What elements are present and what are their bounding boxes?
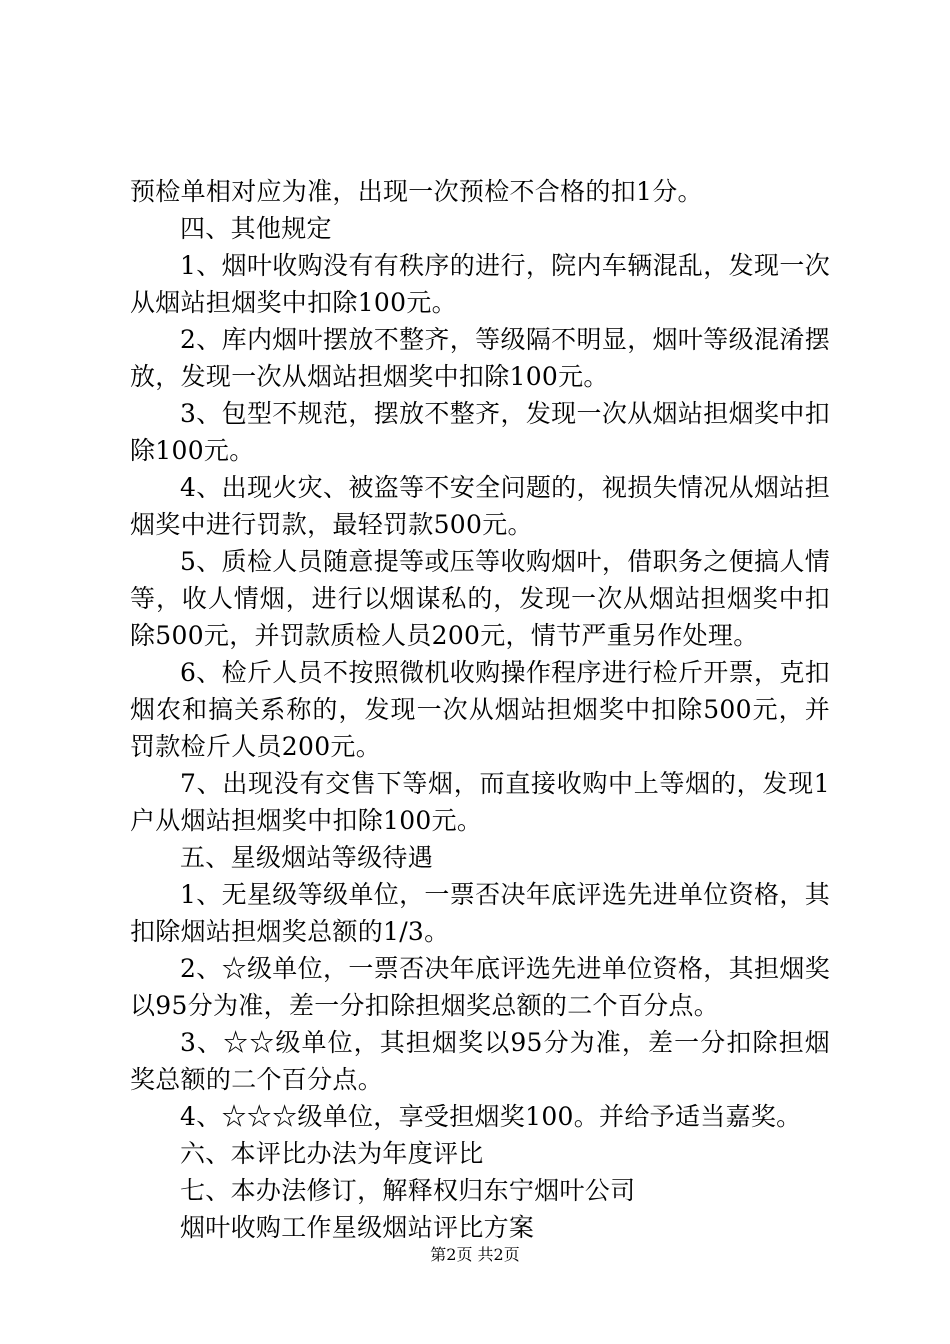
section-heading-annual-evaluation: 六、本评比办法为年度评比 (180, 1139, 484, 1168)
rule-item-5: 5、质检人员随意提等或压等收购烟叶，借职务之便搞人情等，收人情烟，进行以烟谋私的，发现一次从烟站担烟奖中扣除500元，并罚款质检人员200元，情节严重另作处理。 (130, 547, 830, 650)
rule-item-6: 6、检斤人员不按照微机收购操作程序进行检斤开票，克扣烟农和搞关系称的，发现一次从烟站担烟奖中扣除500元，并罚款检斤人员200元。 (130, 658, 830, 761)
document-body (130, 173, 830, 1246)
rule-item-3: 3、包型不规范，摆放不整齐，发现一次从烟站担烟奖中扣除100元。 (130, 399, 830, 465)
star-level-item-3: 3、☆☆级单位，其担烟奖以95分为准，差一分扣除担烟奖总额的二个百分点。 (130, 1028, 830, 1094)
section-heading-interpretation: 七、本办法修订，解释权归东宁烟叶公司 (180, 1176, 636, 1205)
document-title-line: 烟叶收购工作星级烟站评比方案 (180, 1213, 535, 1242)
star-level-item-2: 2、☆级单位，一票否决年底评选先进单位资格，其担烟奖以95分为准，差一分扣除担烟奖总额的二个百分点。 (130, 954, 830, 1020)
rule-item-7: 7、出现没有交售下等烟，而直接收购中上等烟的，发现1户从烟站担烟奖中扣除100元。 (130, 769, 830, 835)
paragraph-continuation: 预检单相对应为准，出现一次预检不合格的扣1分。 (130, 177, 703, 206)
star-level-item-1: 1、无星级等级单位，一票否决年底评选先进单位资格，其扣除烟站担烟奖总额的1/3。 (130, 880, 830, 946)
section-heading-star-levels: 五、星级烟站等级待遇 (180, 843, 434, 872)
rule-item-4: 4、出现火灾、被盗等不安全问题的，视损失情况从烟站担烟奖中进行罚款，最轻罚款500元。 (130, 473, 830, 539)
page-number-label: 第2页 共2页 (430, 1245, 520, 1264)
section-heading-other-rules: 四、其他规定 (180, 214, 332, 243)
page-footer (0, 1244, 950, 1266)
rule-item-2: 2、库内烟叶摆放不整齐，等级隔不明显，烟叶等级混淆摆放，发现一次从烟站担烟奖中扣除100元。 (130, 325, 830, 391)
rule-item-1: 1、烟叶收购没有有秩序的进行，院内车辆混乱，发现一次从烟站担烟奖中扣除100元。 (130, 251, 830, 317)
star-level-item-4: 4、☆☆☆级单位，享受担烟奖100。并给予适当嘉奖。 (180, 1102, 802, 1131)
